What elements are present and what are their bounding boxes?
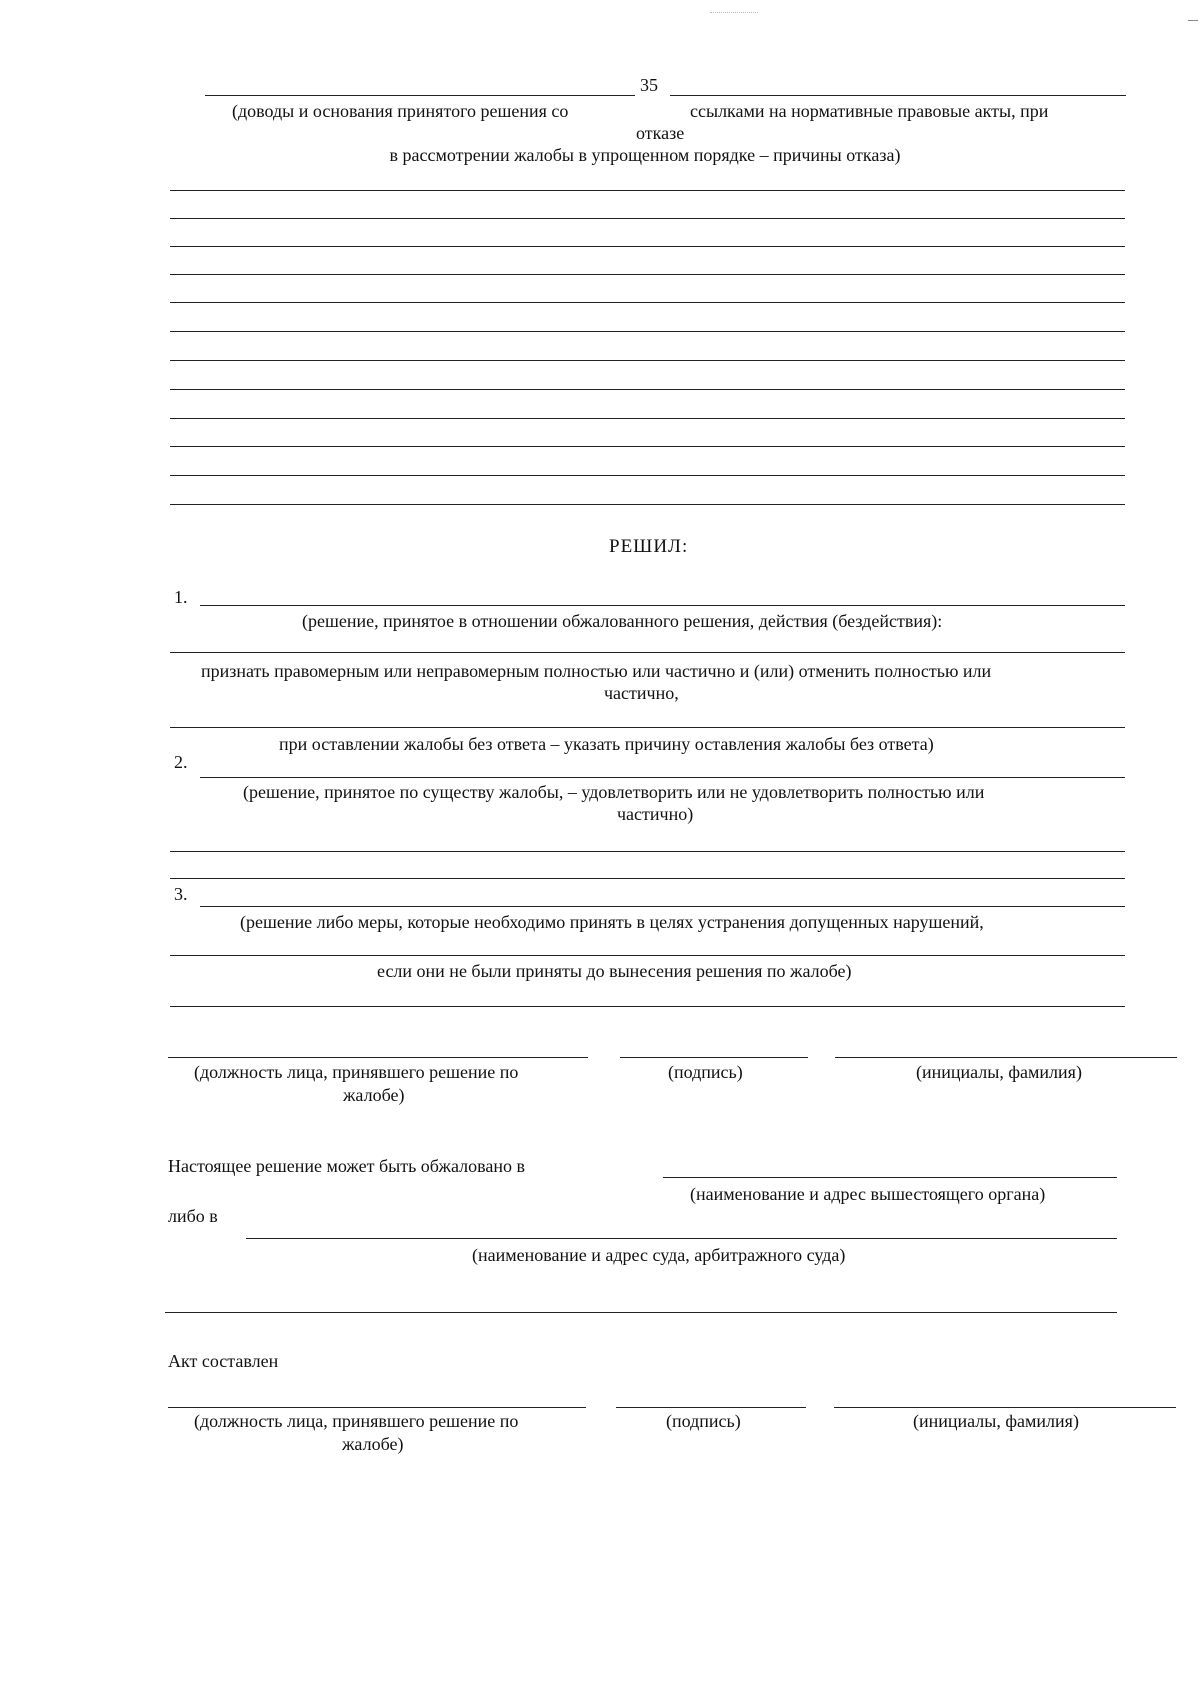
reasons-caption-line2: в рассмотрении жалобы в упрощенном порядке – причины отказа) — [389, 145, 901, 165]
reasons-caption-mid: отказе — [636, 123, 685, 143]
reasons-blank-line — [170, 331, 1125, 332]
item-2-line — [170, 878, 1125, 879]
reasons-line — [205, 95, 635, 96]
higher-body-caption: (наименование и адрес вышестоящего органа) — [690, 1184, 1046, 1204]
name-line — [835, 1057, 1177, 1058]
signature-caption: (подпись) — [668, 1062, 743, 1082]
item-1-caption-3: частично, — [604, 683, 679, 703]
scan-mark — [1188, 20, 1198, 21]
item-3-caption-1: (решение либо меры, которые необходимо принять в целях устранения допущенных нарушений, — [240, 912, 984, 932]
item-1-caption-4: при оставлении жалобы без ответа – указать причину оставления жалобы без ответа) — [279, 734, 934, 754]
reasons-blank-line — [170, 246, 1125, 247]
item-1-caption-2: признать правомерным или неправомерным полностью или частично и (или) отменить полностью или — [201, 661, 992, 681]
appeal-text: Настоящее решение может быть обжаловано в — [168, 1156, 525, 1176]
reasons-blank-line — [170, 274, 1125, 275]
court-line — [165, 1312, 1117, 1313]
reasons-blank-line — [170, 504, 1125, 505]
item-2-number: 2. — [174, 752, 188, 772]
scan-mark — [710, 12, 758, 13]
reasons-caption-right: ссылками на нормативные правовые акты, при — [690, 101, 1049, 121]
act-name-caption: (инициалы, фамилия) — [913, 1411, 1079, 1431]
item-2-caption-1: (решение, принятое по существу жалобы, – удовлетворить или не удовлетворить полностью или — [243, 782, 985, 802]
or-text: либо в — [168, 1206, 218, 1226]
reasons-caption-left: (доводы и основания принятого решения со — [232, 101, 569, 121]
signature-line — [620, 1057, 808, 1058]
decision-heading: РЕШИЛ: — [609, 536, 689, 557]
court-line — [246, 1238, 1117, 1239]
item-1-caption-1: (решение, принятое в отношении обжалованного решения, действия (бездействия): — [302, 611, 943, 631]
position-caption-1: (должность лица, принявшего решение по — [194, 1062, 519, 1082]
reasons-blank-line — [170, 302, 1125, 303]
reasons-blank-line — [170, 218, 1125, 219]
item-2-line — [170, 851, 1125, 852]
name-caption: (инициалы, фамилия) — [916, 1062, 1082, 1082]
reasons-blank-line — [170, 446, 1125, 447]
act-signature-line — [616, 1407, 806, 1408]
item-1-line — [170, 727, 1125, 728]
position-caption-2: жалобе) — [343, 1085, 405, 1105]
position-line — [168, 1057, 588, 1058]
reasons-blank-line — [170, 389, 1125, 390]
court-caption: (наименование и адрес суда, арбитражного суда) — [472, 1245, 846, 1265]
item-1-number: 1. — [174, 587, 188, 607]
act-position-line — [168, 1407, 586, 1408]
act-label: Акт составлен — [168, 1351, 279, 1371]
item-1-line — [200, 605, 1125, 606]
item-3-number: 3. — [174, 884, 188, 904]
act-signature-caption: (подпись) — [666, 1411, 741, 1431]
item-1-line — [170, 652, 1125, 653]
reasons-blank-line — [170, 360, 1125, 361]
reasons-blank-line — [170, 190, 1125, 191]
act-position-caption-1: (должность лица, принявшего решение по — [194, 1411, 519, 1431]
item-3-line — [170, 955, 1125, 956]
reasons-blank-line — [170, 475, 1125, 476]
item-3-line — [200, 906, 1125, 907]
page-number: 35 — [640, 75, 658, 95]
act-name-line — [834, 1407, 1176, 1408]
reasons-line — [670, 95, 1126, 96]
item-3-caption-2: если они не были приняты до вынесения решения по жалобе) — [377, 961, 852, 981]
item-3-line — [170, 1006, 1125, 1007]
act-position-caption-2: жалобе) — [342, 1434, 404, 1454]
item-2-line — [200, 777, 1125, 778]
reasons-blank-line — [170, 418, 1125, 419]
item-2-caption-2: частично) — [617, 804, 694, 824]
higher-body-line — [663, 1177, 1117, 1178]
